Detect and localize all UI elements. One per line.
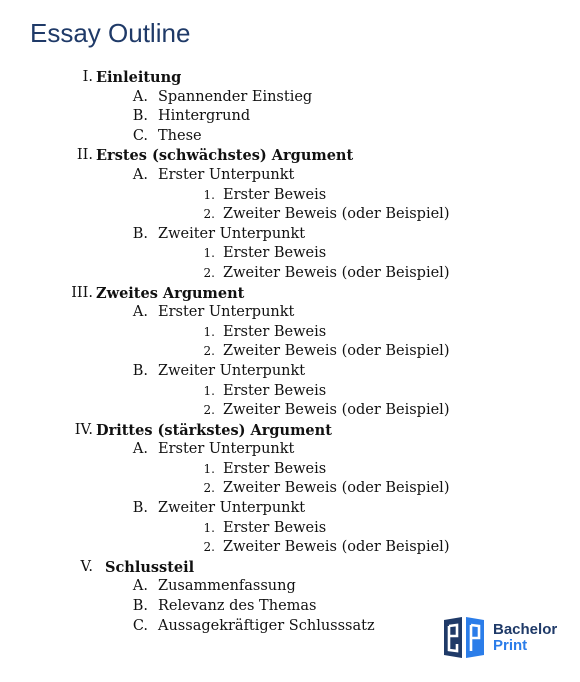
book-logo-icon bbox=[441, 614, 487, 662]
outline-item-level-3 bbox=[0, 205, 580, 225]
outline-text: Spannender Einstieg bbox=[158, 88, 313, 105]
outline-item-level-3 bbox=[0, 323, 580, 343]
outline-item-level-2 bbox=[0, 577, 580, 597]
outline-item-level-1 bbox=[0, 421, 580, 441]
logo-line-2: Print bbox=[493, 637, 528, 654]
outline-text: Aussagekräftiger Schlusssatz bbox=[158, 617, 375, 634]
outline-item-level-1 bbox=[0, 284, 580, 304]
outline-text: Erster Beweis bbox=[223, 323, 327, 340]
outline-text: Zusammenfassung bbox=[158, 578, 296, 595]
outline-number: B. bbox=[132, 362, 148, 379]
outline-number: 1. bbox=[203, 187, 215, 202]
outline-number: 1. bbox=[203, 324, 215, 339]
outline-number: 1. bbox=[203, 246, 215, 261]
outline-text: Drittes (stärkstes) Argument bbox=[96, 421, 332, 439]
outline-text: Zweiter Beweis (oder Beispiel) bbox=[223, 264, 450, 281]
outline-number: I. bbox=[82, 69, 93, 85]
outline-item-level-3 bbox=[0, 538, 580, 558]
outline-item-level-2 bbox=[0, 440, 580, 460]
outline-item-level-3 bbox=[0, 342, 580, 362]
outline-text: Erster Unterpunkt bbox=[158, 441, 295, 458]
outline-item-level-1 bbox=[0, 146, 580, 166]
outline-item-level-2 bbox=[0, 88, 580, 108]
outline-text: Erster Beweis bbox=[223, 460, 327, 477]
outline-item-level-2 bbox=[0, 362, 580, 382]
outline-number: 2. bbox=[203, 344, 215, 359]
outline-text: Erster Beweis bbox=[223, 519, 327, 536]
outline-text: Hintergrund bbox=[158, 108, 251, 125]
outline-text: Zweites Argument bbox=[96, 284, 245, 302]
outline-text: Zweiter Unterpunkt bbox=[158, 362, 306, 379]
outline-item-level-2 bbox=[0, 225, 580, 245]
outline-number: V. bbox=[80, 558, 93, 575]
outline-number: 1. bbox=[203, 383, 215, 398]
outline-item-level-2 bbox=[0, 107, 580, 127]
outline-number: B. bbox=[132, 108, 148, 125]
outline-number: C. bbox=[132, 127, 148, 144]
outline-number: 2. bbox=[203, 481, 215, 496]
outline-number: III. bbox=[71, 284, 93, 301]
outline-item-level-3 bbox=[0, 401, 580, 421]
outline-number: A. bbox=[132, 166, 148, 183]
logo-line-1: Bachelor bbox=[493, 621, 558, 638]
outline-number: B. bbox=[132, 225, 148, 242]
outline-text: These bbox=[158, 127, 202, 144]
outline-item-level-3 bbox=[0, 519, 580, 539]
outline-item-level-2 bbox=[0, 127, 580, 147]
outline-number: A. bbox=[132, 304, 148, 321]
outline-text: Schlussteil bbox=[105, 558, 195, 576]
outline-text: Zweiter Beweis (oder Beispiel) bbox=[223, 402, 450, 419]
outline-item-level-2 bbox=[0, 499, 580, 519]
outline-item-level-3 bbox=[0, 186, 580, 206]
outline-text: Zweiter Unterpunkt bbox=[158, 225, 306, 242]
essay-outline bbox=[0, 68, 580, 636]
bachelor-print-logo bbox=[441, 613, 571, 663]
outline-item-level-2 bbox=[0, 166, 580, 186]
outline-text: Zweiter Beweis (oder Beispiel) bbox=[223, 206, 450, 223]
outline-number: A. bbox=[132, 578, 148, 595]
outline-number: 1. bbox=[203, 461, 215, 476]
outline-item-level-3 bbox=[0, 382, 580, 402]
outline-text: Erster Beweis bbox=[223, 382, 327, 399]
outline-text: Zweiter Beweis (oder Beispiel) bbox=[223, 539, 450, 556]
outline-number: C. bbox=[132, 617, 148, 634]
outline-number: 2. bbox=[203, 265, 215, 280]
outline-number: 2. bbox=[203, 207, 215, 222]
outline-number: 2. bbox=[203, 540, 215, 555]
outline-item-level-2 bbox=[0, 303, 580, 323]
outline-text: Erster Beweis bbox=[223, 186, 327, 203]
outline-item-level-1 bbox=[0, 68, 580, 88]
outline-item-level-3 bbox=[0, 264, 580, 284]
outline-number: A. bbox=[132, 88, 148, 105]
outline-text: Zweiter Unterpunkt bbox=[158, 500, 306, 517]
outline-number: II. bbox=[76, 147, 93, 164]
outline-item-level-1 bbox=[0, 558, 580, 578]
outline-number: B. bbox=[132, 598, 148, 615]
outline-text: Erster Beweis bbox=[223, 245, 327, 262]
outline-text: Zweiter Beweis (oder Beispiel) bbox=[223, 343, 450, 360]
outline-text: Erstes (schwächstes) Argument bbox=[96, 147, 354, 165]
outline-text: Einleitung bbox=[96, 69, 182, 86]
outline-text: Erster Unterpunkt bbox=[158, 304, 295, 321]
outline-number: IV. bbox=[74, 421, 93, 438]
outline-text: Zweiter Beweis (oder Beispiel) bbox=[223, 480, 450, 497]
outline-number: 2. bbox=[203, 403, 215, 418]
outline-item-level-3 bbox=[0, 244, 580, 264]
outline-number: B. bbox=[132, 500, 148, 517]
outline-item-level-3 bbox=[0, 479, 580, 499]
page-title: Essay Outline bbox=[30, 18, 191, 48]
outline-item-level-3 bbox=[0, 460, 580, 480]
outline-text: Relevanz des Themas bbox=[158, 598, 317, 615]
outline-number: A. bbox=[132, 441, 148, 458]
outline-number: 1. bbox=[203, 520, 215, 535]
outline-text: Erster Unterpunkt bbox=[158, 166, 295, 183]
